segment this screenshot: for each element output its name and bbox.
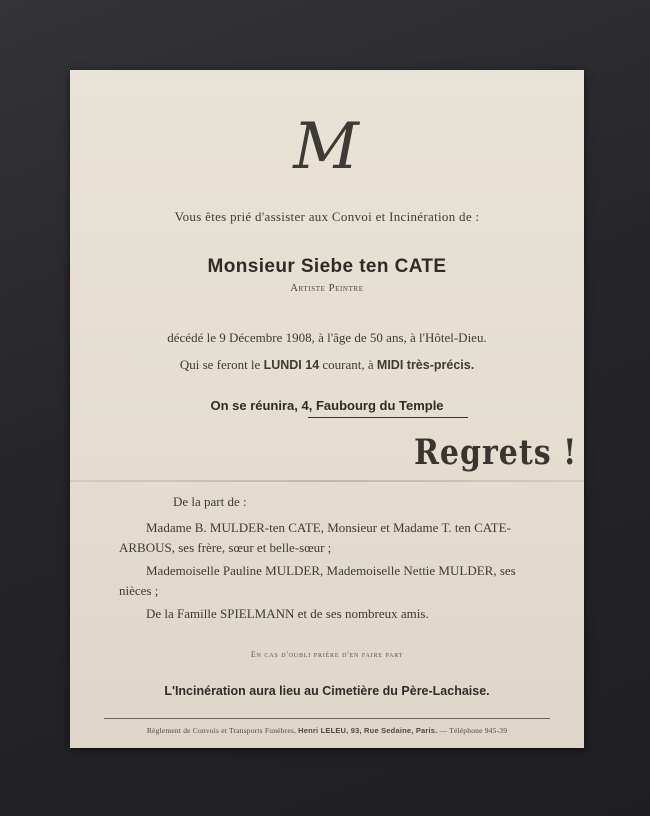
paper-fold-line	[70, 480, 584, 482]
funeral-announcement-sheet	[70, 70, 584, 748]
meeting-prefix: On se réunira,	[210, 398, 298, 413]
family-line-5: De la Famille SPIELMANN et de ses nombreux amis.	[146, 606, 429, 621]
ceremony-time-line	[70, 357, 584, 373]
meeting-line	[70, 398, 584, 413]
address-underline	[308, 417, 468, 418]
reminder-notice: En cas d'oubli prière d'en faire part	[250, 650, 404, 659]
footer-text-start: Règlement de Convois et Transports Funèbres,	[146, 726, 297, 735]
invitation-line: Vous êtes prié d'assister aux Convoi et Incinération de :	[174, 209, 480, 224]
family-line-3: Mademoiselle Pauline MULDER, Mademoiselle Nettie MULDER, ses	[146, 563, 516, 578]
monogram-letter: M	[293, 110, 361, 184]
deceased-profession: Artiste Peintre	[290, 283, 364, 294]
ceremony-day: LUNDI 14	[263, 358, 320, 372]
family-line-2: ARBOUS, ses frère, sœur et belle-sœur ;	[119, 540, 332, 555]
family-line-1: Madame B. MULDER-ten CATE, Monsieur et Madame T. ten CATE-	[146, 520, 511, 535]
ceremony-middle: courant, à	[322, 357, 374, 372]
ceremony-time: MIDI très-précis.	[376, 358, 475, 372]
printer-footer	[70, 726, 584, 735]
footer-phone: — Téléphone 945-39	[439, 726, 508, 735]
ceremony-prefix: Qui se feront le	[179, 357, 261, 372]
footer-company: Henri LELEU, 93, Rue Sedaine, Paris.	[298, 726, 438, 735]
footer-rule	[104, 718, 550, 719]
regrets-heading: Regrets !	[414, 433, 578, 474]
family-line-4: nièces ;	[119, 583, 159, 598]
death-notice: décédé le 9 Décembre 1908, à l'âge de 50 ans, à l'Hôtel-Dieu.	[167, 330, 487, 345]
meeting-address: 4, Faubourg du Temple	[301, 398, 444, 413]
family-intro: De la part de :	[173, 494, 247, 509]
cremation-location: L'Incinération aura lieu au Cimetière du Père-Lachaise.	[164, 684, 490, 698]
deceased-name: Monsieur Siebe ten CATE	[207, 256, 447, 277]
